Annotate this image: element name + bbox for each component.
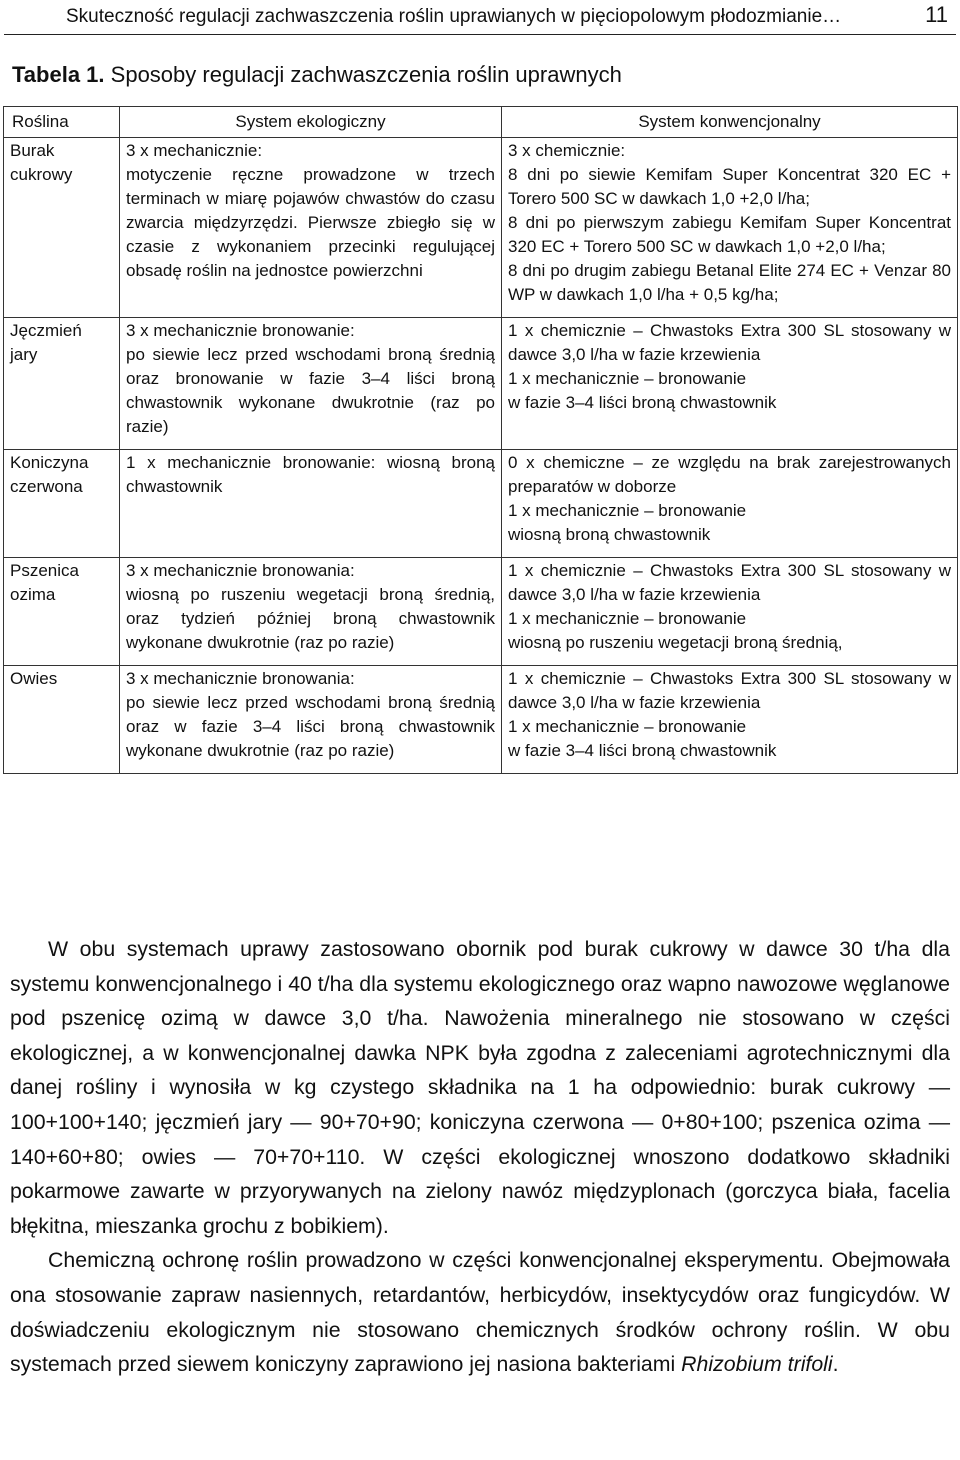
conventional-cell [502, 318, 958, 450]
plant-name: Pszenica [10, 561, 79, 580]
weed-control-table [3, 106, 958, 774]
conventional-method-text: wiosną po ruszeniu wegetacji broną średnią, [508, 633, 843, 652]
conventional-method-text: 3 x chemicznie: [508, 141, 626, 160]
conventional-method-text: wiosną broną chwastownik [508, 525, 711, 544]
ecological-method-heading: 3 x mechanicznie bronowanie: [126, 321, 355, 340]
ecological-method-text: po siewie lecz przed wschodami broną średnią oraz bronowanie w fazie 3–4 liści broną chwastownik wykonane dwukrotnie (raz po razie) [126, 345, 495, 436]
conventional-cell [502, 666, 958, 774]
plant-name: Owies [10, 669, 58, 688]
table-row [4, 138, 958, 318]
paragraph-text: Chemiczną ochronę roślin prowadzono w części konwencjonalnej eksperymentu. Obejmowała ona stosowanie zapraw nasiennych, retardantów, herbicydów, insektycydów oraz fungicydów. W doświadczeniu ekologicznym nie stosowano chemicznych środków ochrony roślin. W obu systemach przed siewem koniczyny zaprawiono jej nasiona bakteriami [10, 1248, 950, 1377]
plant-name: jary [10, 345, 38, 364]
running-header [4, 2, 956, 35]
plant-name: Koniczyna [10, 453, 89, 472]
conventional-cell [502, 558, 958, 666]
conventional-method-text: 8 dni po pierwszym zabiegu Kemifam Super Koncentrat 320 EC + Torero 500 SC w dawkach 1,0 +2,0 l/ha; [508, 213, 951, 256]
column-header-plant: Roślina [4, 107, 120, 138]
conventional-method-text: 1 x chemicznie – Chwastoks Extra 300 SL stosowany w dawce 3,0 l/ha w fazie krzewienia [508, 561, 951, 604]
ecological-method-text: motyczenie ręczne prowadzone w trzech terminach w miarę pojawów chwastów do czasu zwarcia międzyrzędzi. Pierwsze zbiegło się w czasie z wykonaniem przecinki regulującej obsadę roślin na jednostce powierzchni [126, 165, 495, 280]
column-header-conventional: System konwencjonalny [502, 107, 958, 138]
plant-name: Jęczmień [10, 321, 82, 340]
ecological-cell [120, 318, 502, 450]
column-header-ecological: System ekologiczny [120, 107, 502, 138]
table-header-row [4, 107, 958, 138]
table-row [4, 450, 958, 558]
paragraph-end: . [832, 1352, 839, 1377]
table-row [4, 666, 958, 774]
plant-name: czerwona [10, 477, 83, 496]
plant-cell [4, 666, 120, 774]
conventional-method-text: 1 x mechanicznie – bronowanie [508, 369, 747, 388]
conventional-cell [502, 138, 958, 318]
conventional-method-text: 8 dni po siewie Kemifam Super Koncentrat 320 EC + Torero 500 SC w dawkach 1,0 +2,0 l/ha; [508, 165, 951, 208]
running-title: Skuteczność regulacji zachwaszczenia roślin uprawianych w pięciopolowym płodozmianie… [66, 6, 842, 27]
conventional-method-text: 1 x chemicznie – Chwastoks Extra 300 SL stosowany w dawce 3,0 l/ha w fazie krzewienia [508, 321, 951, 364]
paragraph: W obu systemach uprawy zastosowano obornik pod burak cukrowy w dawce 30 t/ha dla systemu konwencjonalnego i 40 t/ha dla systemu ekologicznego oraz wapno nawozowe węglanowe pod pszenicę ozimą w dawce 3,0 t/ha. Nawożenia mineralnego nie stosowano w części ekologicznej, a w konwencjonalnej dawka NPK była zgodna z zaleceniami agrotechnicznymi dla danej rośliny i wynosiła w kg czystego składnika na 1 ha odpowiednio: burak cukrowy — 100+100+140; jęczmień jary — 90+70+90; koniczyna czerwona — 0+80+100; pszenica ozima — 140+60+80; owies — 70+70+110. W części ekologicznej wnoszono dodatkowo składniki pokarmowe zawarte w przyorywanych na zielony nawóz międzyplonach (gorczyca biała, facelia błękitna, mieszanka grochu z bobikiem). [10, 937, 950, 1238]
ecological-cell [120, 666, 502, 774]
conventional-method-text: 8 dni po drugim zabiegu Betanal Elite 274 EC + Venzar 80 WP w dawkach 1,0 l/ha + 0,5 kg/ha; [508, 261, 951, 304]
ecological-cell [120, 138, 502, 318]
ecological-method-text: wiosną po ruszeniu wegetacji broną średnią, oraz tydzień później broną chwastownik wykonane dwukrotnie (raz po razie) [126, 585, 495, 652]
conventional-method-text: 1 x mechanicznie – bronowanie [508, 609, 747, 628]
body-text [10, 932, 950, 1382]
plant-cell [4, 318, 120, 450]
conventional-method-text: w fazie 3–4 liści broną chwastownik [508, 393, 777, 412]
conventional-method-text: 1 x mechanicznie – bronowanie [508, 501, 747, 520]
ecological-cell [120, 450, 502, 558]
table-row [4, 318, 958, 450]
plant-cell [4, 558, 120, 666]
ecological-cell [120, 558, 502, 666]
ecological-method-text: po siewie lecz przed wschodami broną średnią oraz w fazie 3–4 liści broną chwastownik wykonane dwukrotnie (raz po razie) [126, 693, 495, 760]
ecological-method-text: 1 x mechanicznie bronowanie: wiosną broną chwastownik [126, 453, 495, 496]
ecological-method-heading: 3 x mechanicznie: [126, 141, 263, 160]
conventional-cell [502, 450, 958, 558]
ecological-method-heading: 3 x mechanicznie bronowania: [126, 561, 355, 580]
paragraph [10, 1243, 950, 1381]
conventional-method-text: 1 x mechanicznie – bronowanie [508, 717, 747, 736]
table-label: Tabela 1. [12, 62, 105, 87]
ecological-method-heading: 3 x mechanicznie bronowania: [126, 669, 355, 688]
table-row [4, 558, 958, 666]
plant-name: ozima [10, 585, 56, 604]
conventional-method-text: 1 x chemicznie – Chwastoks Extra 300 SL stosowany w dawce 3,0 l/ha w fazie krzewienia [508, 669, 951, 712]
plant-name: cukrowy [10, 165, 73, 184]
plant-cell [4, 138, 120, 318]
plant-name: Burak [10, 141, 55, 160]
plant-cell [4, 450, 120, 558]
species-name: Rhizobium trifoli [681, 1352, 833, 1377]
table-caption [12, 60, 622, 90]
table-title: Sposoby regulacji zachwaszczenia roślin uprawnych [110, 62, 622, 87]
conventional-method-text: 0 x chemiczne – ze względu na brak zarejestrowanych preparatów w doborze [508, 453, 951, 496]
page-number: 11 [925, 2, 948, 27]
conventional-method-text: w fazie 3–4 liści broną chwastownik [508, 741, 777, 760]
